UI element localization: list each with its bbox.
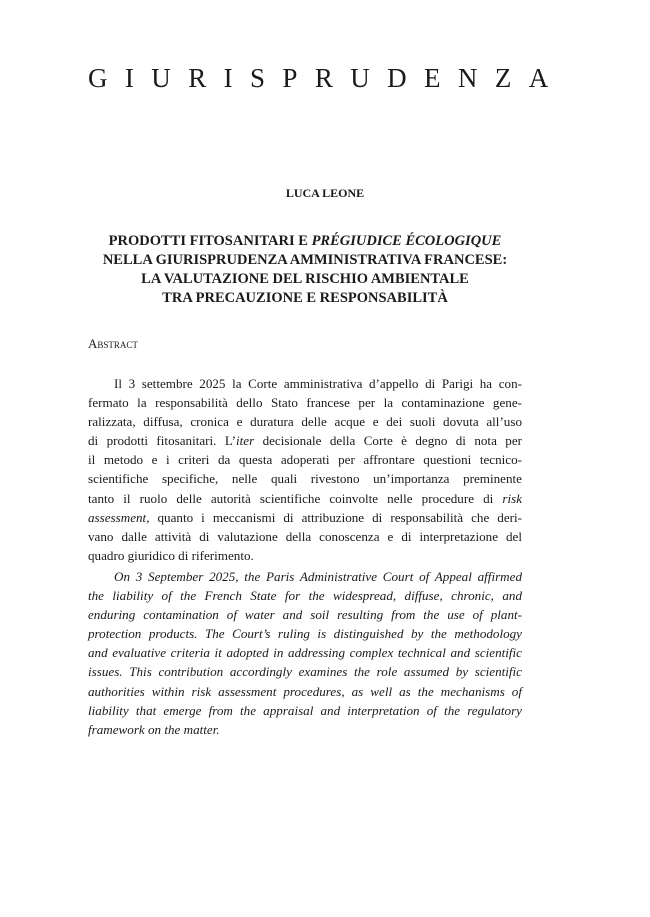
abstract-label: Abstract: [88, 336, 138, 351]
abstract-english: [88, 567, 522, 739]
abstract-en-line: enduring contamination of water and soil resulting from the use of plant-: [88, 607, 522, 623]
abstract-en-line: liability that emerge from the appraisal and interpretation of the regulatory: [88, 702, 522, 718]
title-text: PRODOTTI FITOSANITARI E: [108, 233, 312, 249]
abstract-it-line: [88, 489, 522, 508]
text-run: quadro giuridico di riferimento.: [88, 547, 254, 563]
text-run: , quanto i meccanismi di attribuzione di responsabilità che deri-: [146, 509, 522, 525]
title-line: [88, 289, 522, 308]
title-text: NELLA GIURISPRUDENZA AMMINISTRATIVA FRANCESE:: [102, 252, 508, 268]
italic-term: risk: [502, 490, 522, 506]
title-line: [88, 251, 522, 270]
article-title: [88, 232, 522, 308]
abstract-en-line: issues. This contribution accordingly examines the role assumed by scientific: [88, 664, 522, 680]
abstract-en-line: framework on the matter.: [88, 721, 220, 737]
abstract-it-line: [88, 412, 522, 431]
abstract-en-line: the liability of the French State for the widespread, diffuse, chronic, and: [88, 588, 522, 604]
abstract-italian: [88, 374, 522, 565]
text-run: fermato la responsabilità dello Stato francese per la contaminazione gene-: [88, 395, 522, 411]
abstract-it-line: [88, 546, 522, 565]
abstract-en-line: authorities within risk assessment procedures, as well as the mechanisms of: [88, 683, 522, 699]
text-run: ralizzata, diffusa, cronica e duratura delle acque e dei suoli dovuta all’uso: [88, 414, 522, 430]
italic-term: iter: [235, 433, 255, 449]
text-run: scientifiche specifiche, nelle quali rivestono un’importanza preminente: [88, 471, 522, 487]
title-line: [88, 232, 522, 251]
text-run: tanto il ruolo delle autorità scientifiche coinvolte nelle procedure di: [88, 490, 503, 506]
title-text: TRA PRECAUZIONE E RESPONSABILITÀ: [162, 290, 448, 306]
abstract-en-line: and evaluative criteria it adopted in addressing complex technical and scientific: [88, 645, 522, 661]
abstract-it-line: [88, 431, 522, 450]
abstract-it-line: [88, 527, 522, 546]
section-header: GIURISPRUDENZA: [88, 63, 566, 93]
text-run: vano dalle attività di valutazione della conoscenza e di interpretazione del: [88, 528, 522, 544]
abstract-en-line: protection products. The Court’s ruling is distinguished by the methodology: [88, 626, 522, 642]
abstract-it-line: [88, 508, 522, 527]
title-italic-text: PRÉGIUDICE ÉCOLOGIQUE: [311, 233, 502, 249]
abstract-it-line: [88, 450, 522, 469]
text-run: decisionale della Corte è degno di nota per: [254, 433, 522, 449]
abstract-it-line: [88, 374, 522, 393]
author-name: LUCA LEONE: [285, 186, 365, 200]
title-text: LA VALUTAZIONE DEL RISCHIO AMBIENTALE: [141, 271, 469, 287]
italic-term: assessment: [88, 509, 147, 525]
text-run: di prodotti fitosanitari. L’: [88, 433, 236, 449]
abstract-it-line: [88, 393, 522, 412]
title-line: [88, 270, 522, 289]
abstract-en-line: On 3 September 2025, the Paris Administrative Court of Appeal affirmed: [114, 569, 522, 584]
abstract-it-line: [88, 469, 522, 488]
text-run: il metodo e i criteri da questa adoperati per affrontare questioni tecnico-: [88, 452, 522, 468]
text-run: Il 3 settembre 2025 la Corte amministrativa d’appello di Parigi ha con-: [114, 376, 522, 391]
